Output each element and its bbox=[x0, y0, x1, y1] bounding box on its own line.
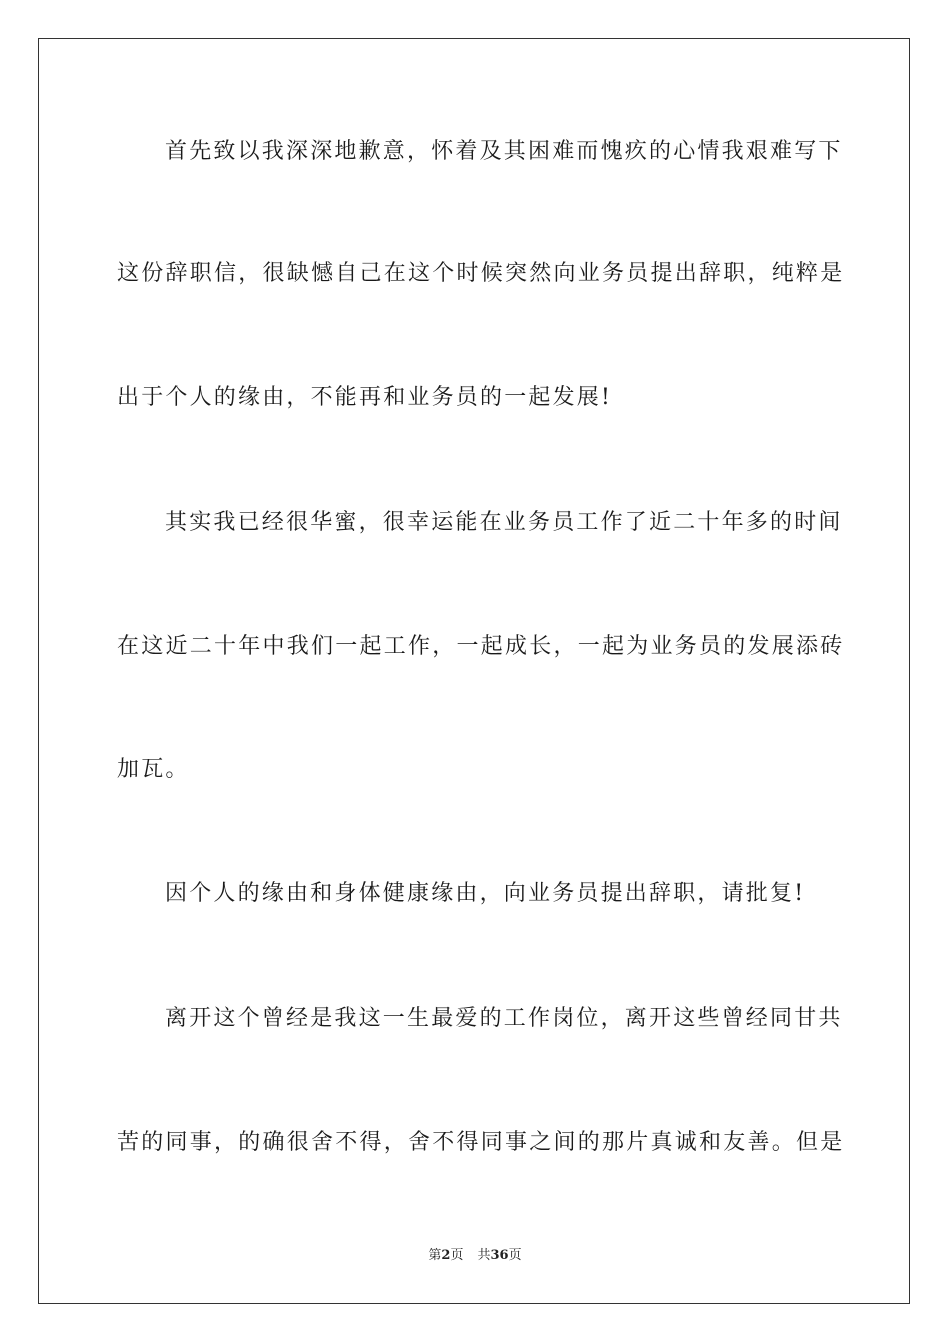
page-prefix: 第 bbox=[428, 1248, 442, 1263]
page-suffix: 页 bbox=[450, 1248, 464, 1263]
paragraph-4-line-2: 苦的同事，的确很舍不得，舍不得同事之间的那片真诚和友善。但是 bbox=[117, 1130, 845, 1155]
paragraph-4-line-1: 离开这个曾经是我这一生最爱的工作岗位，离开这些曾经同甘共 bbox=[165, 1006, 843, 1031]
paragraph-1-line-1: 首先致以我深深地歉意，怀着及其困难而愧疚的心情我艰难写下 bbox=[165, 139, 843, 164]
paragraph-1-line-3: 出于个人的缘由，不能再和业务员的一起发展! bbox=[117, 385, 613, 410]
total-suffix: 页 bbox=[508, 1248, 522, 1263]
paragraph-2-line-3: 加瓦。 bbox=[117, 757, 190, 782]
paragraph-2-line-2: 在这近二十年中我们一起工作，一起成长，一起为业务员的发展添砖 bbox=[117, 634, 845, 659]
paragraph-3-line-1: 因个人的缘由和身体健康缘由，向业务员提出辞职，请批复! bbox=[165, 881, 806, 906]
paragraph-2-line-1: 其实我已经很华蜜，很幸运能在业务员工作了近二十年多的时间 bbox=[165, 510, 843, 535]
page-number: 2 bbox=[441, 1248, 451, 1263]
page-border bbox=[38, 38, 910, 1304]
page-footer bbox=[0, 1247, 950, 1265]
total-prefix: 共 bbox=[477, 1248, 491, 1263]
paragraph-1-line-2: 这份辞职信，很缺憾自己在这个时候突然向业务员提出辞职，纯粹是 bbox=[117, 261, 845, 286]
total-pages: 36 bbox=[490, 1248, 509, 1263]
